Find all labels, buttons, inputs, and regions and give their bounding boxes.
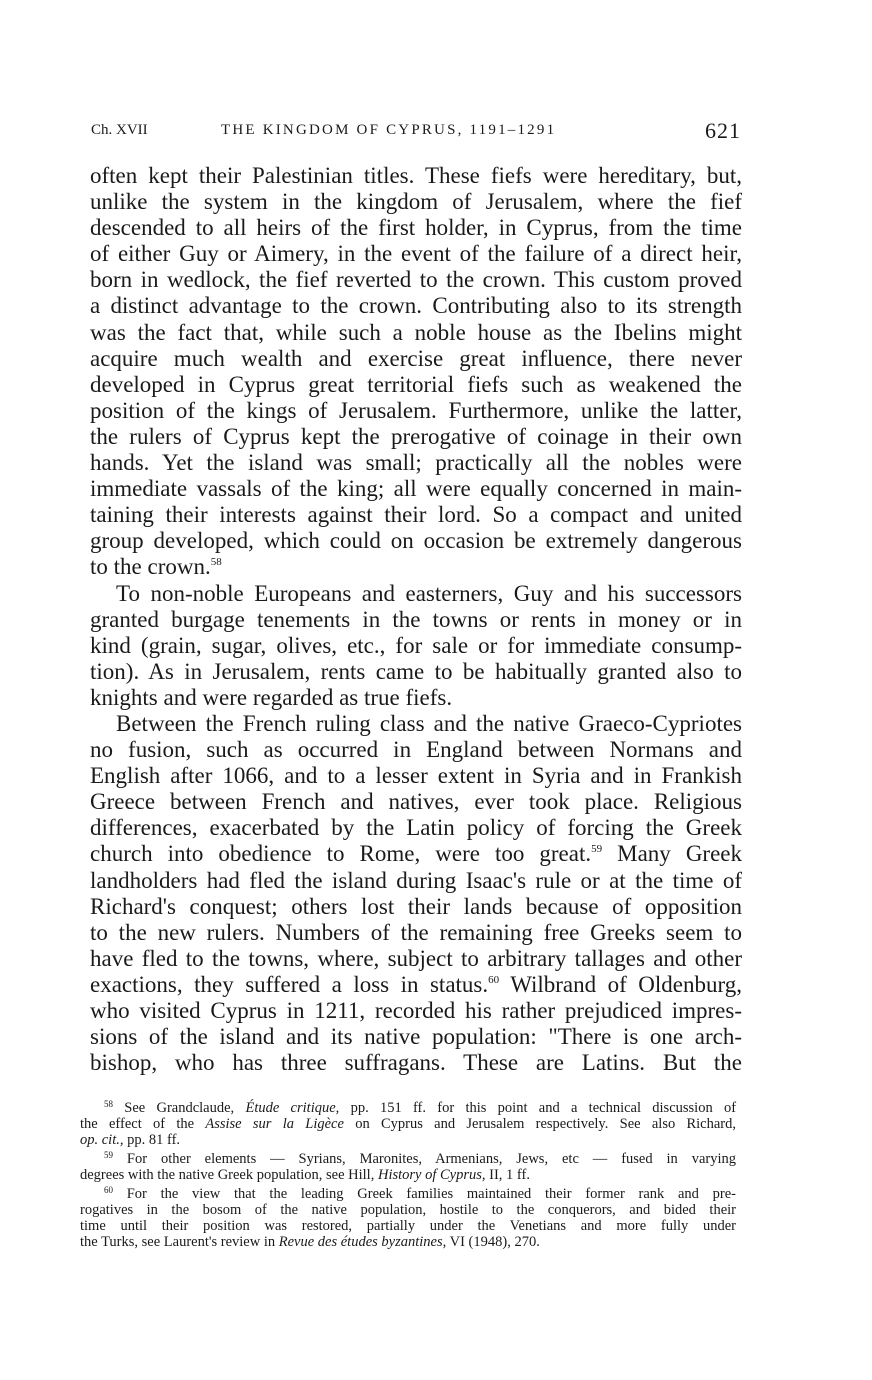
text-line: differences, exacerbated by the Latin policy of forcing the Greek	[90, 815, 742, 841]
text-line: taining their interests against their lord. So a compact and united	[90, 502, 742, 528]
chapter-label: Ch. XVII	[91, 122, 148, 138]
footnote-number: 58	[104, 1099, 113, 1109]
footnote-text: VI (1948), 270.	[449, 1234, 540, 1250]
text-line: English after 1066, and to a lesser extent in Syria and in Frankish	[90, 763, 742, 789]
footnote-text: on Cyprus and Jerusalem respectively. See also Richard,	[355, 1116, 737, 1132]
text-line: tion). As in Jerusalem, rents came to be habitually granted also to	[90, 658, 742, 684]
footnote-ref-58[interactable]: 58	[210, 556, 222, 569]
text-line: Greece between French and natives, ever took place. Religious	[90, 789, 742, 815]
footnote-58-line	[80, 1116, 736, 1132]
footnote-59-line	[80, 1167, 736, 1183]
footnote-60-line: rogatives in the bosom of the native population, hostile to the conquerors, and bided their	[80, 1202, 736, 1218]
text-line: hands. Yet the island was small; practically all the nobles were	[90, 450, 742, 476]
footnote-60-line	[80, 1234, 736, 1250]
text-line: immediate vassals of the king; all were equally concerned in main-	[90, 476, 742, 502]
footnote-italic: Assise sur la Ligèce	[205, 1116, 344, 1132]
footnote-italic: Étude critique,	[245, 1100, 340, 1116]
body-text	[90, 163, 742, 1076]
footnote-text: the Turks, see Laurent's review in	[80, 1234, 276, 1250]
text-line: no fusion, such as occurred in England between Normans and	[90, 737, 742, 763]
footnote-ref-59[interactable]: 59	[591, 843, 603, 856]
text-line: a distinct advantage to the crown. Contributing also to its strength	[90, 293, 742, 319]
text-line: unlike the system in the kingdom of Jerusalem, where the fief	[90, 189, 742, 215]
text-line: position of the kings of Jerusalem. Furthermore, unlike the latter,	[90, 397, 742, 423]
footnote-59-line	[80, 1151, 736, 1167]
footnotes	[80, 1100, 736, 1250]
footnote-text: degrees with the native Greek population, see Hill,	[80, 1167, 375, 1183]
text-line: kind (grain, sugar, olives, etc., for sale or for immediate consump-	[90, 632, 742, 658]
text-line: To non-noble Europeans and easterners, Guy and his successors	[116, 580, 742, 606]
footnote-text: For other elements — Syrians, Maronites, Armenians, Jews, etc — fused in varying	[126, 1151, 736, 1167]
footnote-number: 60	[104, 1185, 113, 1195]
text-line: Richard's conquest; others lost their lands because of opposition	[90, 893, 742, 919]
text-span: Wilbrand of Oldenburg,	[510, 971, 742, 997]
footnote-60-line	[80, 1186, 736, 1202]
footnote-text: For the view that the leading Greek families maintained their former rank and pre-	[126, 1186, 737, 1202]
running-title: THE KINGDOM OF CYPRUS, 1191–1291	[221, 122, 557, 138]
footnote-text: pp. 151 ff. for this point and a technical discussion of	[350, 1100, 737, 1116]
text-line: acquire much wealth and exercise great influence, there never	[90, 345, 742, 371]
footnote-text: pp. 81 ff.	[127, 1132, 181, 1148]
text-line: descended to all heirs of the first holder, in Cyprus, from the time	[90, 215, 742, 241]
footnote-58-line	[80, 1132, 736, 1148]
text-line: bishop, who has three suffragans. These are Latins. But the	[90, 1050, 742, 1076]
footnote-italic: History of Cyprus,	[377, 1167, 486, 1183]
footnote-text: See Grandclaude,	[124, 1100, 235, 1116]
text-line: developed in Cyprus great territorial fiefs such as weakened the	[90, 371, 742, 397]
text-line: granted burgage tenements in the towns or rents in money or in	[90, 606, 742, 632]
text-line: to the new rulers. Numbers of the remaining free Greeks seem to	[90, 919, 742, 945]
running-head	[91, 118, 741, 146]
footnote-text: II, 1 ff.	[489, 1167, 530, 1183]
text-line: have fled to the towns, where, subject to arbitrary tallages and other	[90, 945, 742, 971]
text-span: exactions, they suffered a loss in status.	[90, 971, 489, 997]
footnote-ref-60[interactable]: 60	[488, 973, 500, 986]
text-line	[90, 841, 742, 867]
text-span: church into obedience to Rome, were too great.	[90, 841, 592, 867]
footnote-italic: Revue des études byzantines,	[278, 1234, 447, 1250]
footnote-number: 59	[104, 1150, 113, 1160]
text-line: born in wedlock, the fief reverted to the crown. This custom proved	[90, 267, 742, 293]
text-line: was the fact that, while such a noble house as the Ibelins might	[90, 319, 742, 345]
text-line: sions of the island and its native population: "There is one arch-	[90, 1024, 742, 1050]
text-line: Between the French ruling class and the native Graeco-Cypriotes	[116, 710, 742, 736]
footnote-text: the effect of the	[80, 1116, 195, 1132]
text-line: often kept their Palestinian titles. These fiefs were hereditary, but,	[90, 163, 742, 188]
text-span: Many Greek	[617, 841, 743, 867]
footnote-58-line	[80, 1100, 736, 1116]
text-line: group developed, which could on occasion be extremely dangerous	[90, 528, 742, 554]
text-line: who visited Cyprus in 1211, recorded his rather prejudiced impres-	[90, 998, 742, 1023]
footnote-italic: op. cit.,	[80, 1132, 124, 1148]
page-number: 621	[705, 118, 741, 143]
text-span: to the crown.	[90, 554, 211, 580]
text-line: landholders had fled the island during Isaac's rule or at the time of	[90, 867, 742, 893]
text-line	[90, 972, 742, 998]
text-line: knights and were regarded as true fiefs.	[90, 684, 453, 710]
text-line	[90, 554, 742, 580]
footnote-60-line: time until their position was restored, partially under the Venetians and more fully under	[80, 1218, 736, 1234]
text-line: of either Guy or Aimery, in the event of the failure of a direct heir,	[90, 241, 742, 267]
text-line: the rulers of Cyprus kept the prerogative of coinage in their own	[90, 423, 742, 449]
